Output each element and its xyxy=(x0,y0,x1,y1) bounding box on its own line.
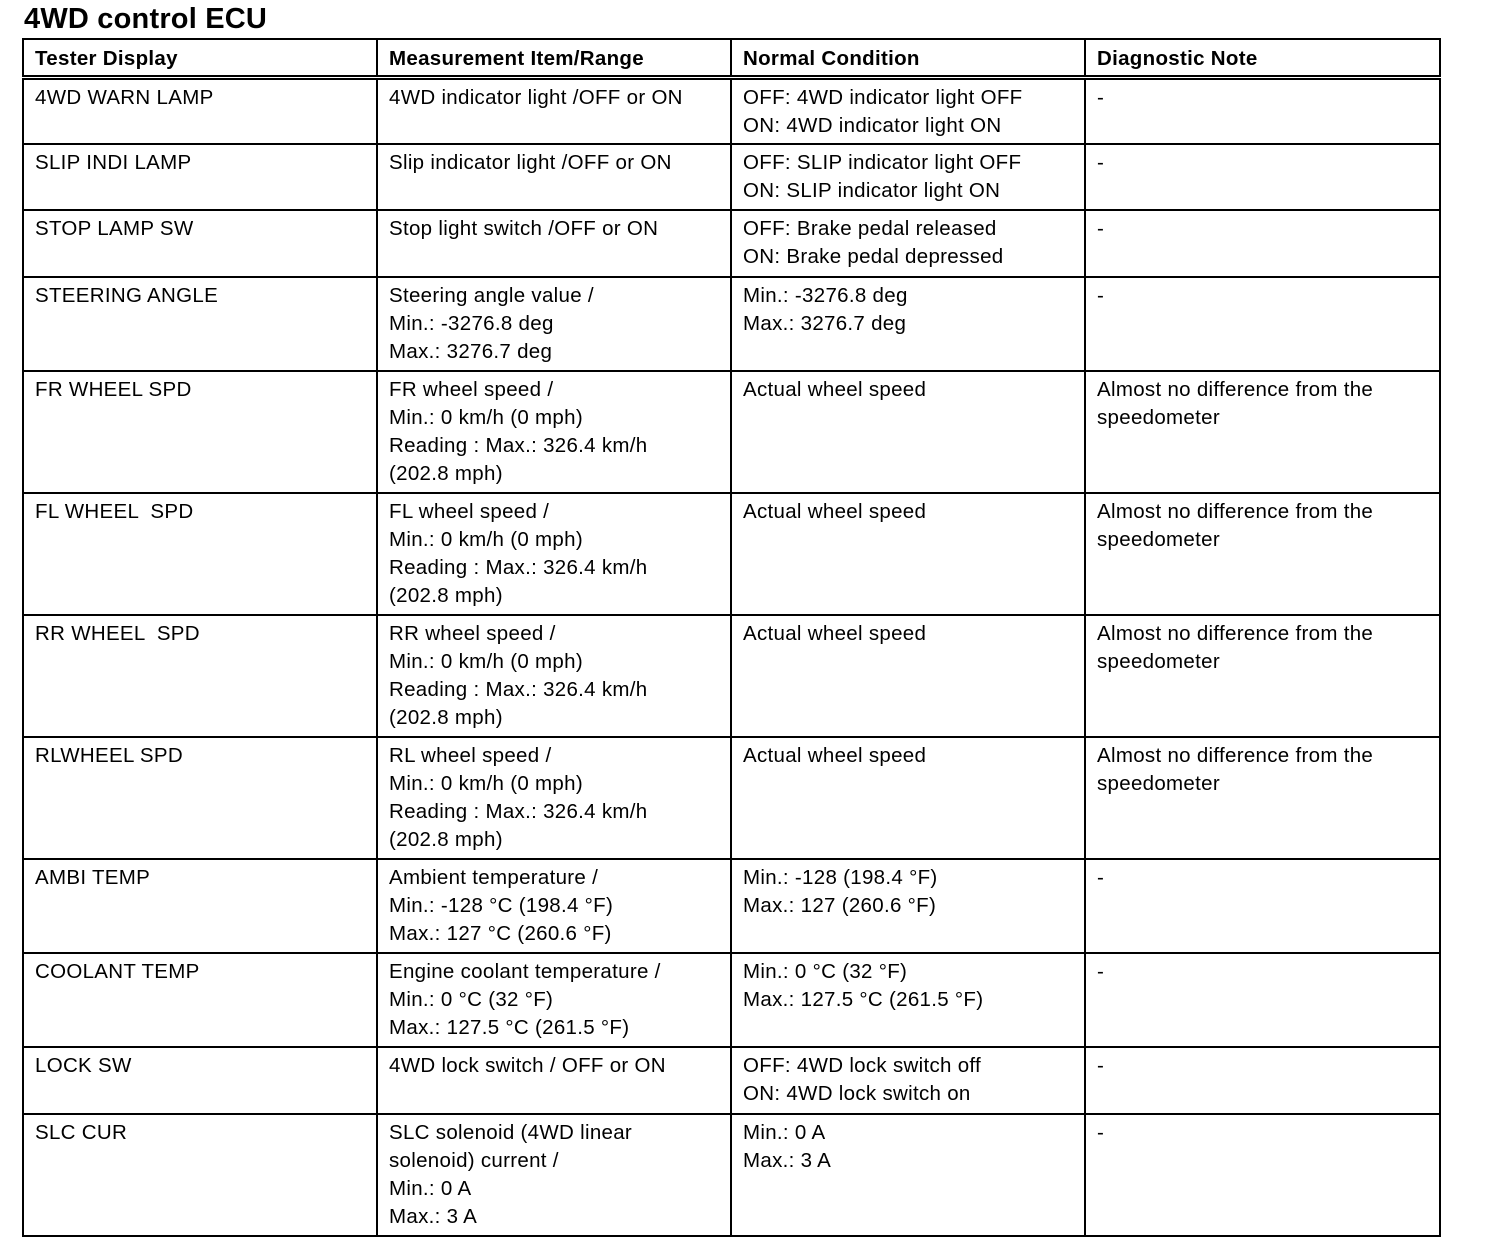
measurement-cell xyxy=(377,77,731,144)
normal-condition-cell xyxy=(731,1047,1085,1114)
cell-text-line: Min.: -3276.8 deg xyxy=(389,312,554,335)
table-row xyxy=(23,737,1440,859)
diagnostic-note-cell xyxy=(1085,77,1440,144)
measurement-cell xyxy=(377,210,731,277)
tester-display-cell xyxy=(23,1114,377,1236)
cell-text-line: Ambient temperature / xyxy=(389,866,599,889)
normal-condition-cell xyxy=(731,144,1085,210)
cell-text-line: solenoid) current / xyxy=(389,1149,559,1172)
cell-text-line: - xyxy=(1097,284,1105,307)
normal-condition-cell xyxy=(731,859,1085,953)
cell-text-line: SLC solenoid (4WD linear xyxy=(389,1121,633,1144)
normal-condition-cell xyxy=(731,615,1085,737)
normal-condition-cell xyxy=(731,953,1085,1047)
cell-text-line: Actual wheel speed xyxy=(743,378,927,401)
cell-text-line: RL wheel speed / xyxy=(389,744,552,767)
cell-text-line: Actual wheel speed xyxy=(743,622,927,645)
diagnostic-note-cell xyxy=(1085,144,1440,210)
diagnostic-note-cell xyxy=(1085,277,1440,371)
diagnostic-note-cell xyxy=(1085,493,1440,615)
tester-display-cell xyxy=(23,277,377,371)
cell-text-line: Actual wheel speed xyxy=(743,500,927,523)
table-row xyxy=(23,953,1440,1047)
cell-text-line: Min.: 0 km/h (0 mph) xyxy=(389,650,583,673)
diagnostic-note-cell xyxy=(1085,859,1440,953)
tester-display-cell xyxy=(23,615,377,737)
cell-text-line: OFF: 4WD lock switch off xyxy=(743,1054,982,1077)
measurement-cell xyxy=(377,277,731,371)
tester-display-cell xyxy=(23,737,377,859)
table-row xyxy=(23,493,1440,615)
table-row xyxy=(23,1047,1440,1114)
cell-text-line: STEERING ANGLE xyxy=(35,284,219,307)
cell-text-line: Min.: 0 °C (32 °F) xyxy=(743,960,908,983)
cell-text-line: Min.: 0 km/h (0 mph) xyxy=(389,406,583,429)
cell-text-line: OFF: SLIP indicator light OFF xyxy=(743,151,1022,174)
cell-text-line: Min.: 0 °C (32 °F) xyxy=(389,988,554,1011)
cell-text-line: Max.: 3276.7 deg xyxy=(389,340,553,363)
cell-text-line: Max.: 127.5 °C (261.5 °F) xyxy=(743,988,984,1011)
table-row xyxy=(23,859,1440,953)
normal-condition-cell xyxy=(731,493,1085,615)
cell-text-line: Almost no difference from the xyxy=(1097,622,1374,645)
cell-text-line: Slip indicator light /OFF or ON xyxy=(389,151,672,174)
cell-text-line: Min.: -128 (198.4 °F) xyxy=(743,866,938,889)
cell-text-line: FR WHEEL SPD xyxy=(35,378,192,401)
table-row xyxy=(23,210,1440,277)
measurement-cell xyxy=(377,1047,731,1114)
tester-display-cell xyxy=(23,953,377,1047)
diagnostic-note-cell xyxy=(1085,1114,1440,1236)
cell-text-line: RR WHEEL SPD xyxy=(35,622,200,645)
cell-text-line: - xyxy=(1097,1121,1105,1144)
tester-display-cell xyxy=(23,371,377,493)
cell-text-line: ON: 4WD indicator light ON xyxy=(743,113,1002,137)
measurement-cell xyxy=(377,371,731,493)
tester-display-cell xyxy=(23,493,377,615)
cell-text-line: speedometer xyxy=(1097,772,1220,795)
cell-text-line: Max.: 127 °C (260.6 °F) xyxy=(389,922,612,945)
diagnostic-note-cell xyxy=(1085,371,1440,493)
cell-text-line: Steering angle value / xyxy=(389,284,594,307)
cell-text-line: speedometer xyxy=(1097,406,1220,429)
cell-text-line: Max.: 3 A xyxy=(389,1205,478,1228)
normal-condition-cell xyxy=(731,277,1085,371)
cell-text-line: - xyxy=(1097,960,1105,983)
table-row xyxy=(23,144,1440,210)
diagnostic-note-cell xyxy=(1085,737,1440,859)
header-diagnostic-note: Diagnostic Note xyxy=(1085,39,1440,77)
cell-text-line: Stop light switch /OFF or ON xyxy=(389,217,659,240)
cell-text-line: speedometer xyxy=(1097,528,1220,551)
cell-text-line: STOP LAMP SW xyxy=(35,217,194,240)
cell-text-line: Actual wheel speed xyxy=(743,744,927,767)
table-row xyxy=(23,615,1440,737)
diagnostic-note-cell xyxy=(1085,210,1440,277)
cell-text-line: Min.: -128 °C (198.4 °F) xyxy=(389,894,614,917)
cell-text-line: Min.: 0 A xyxy=(389,1177,472,1200)
cell-text-line: (202.8 mph) xyxy=(389,462,503,485)
cell-text-line: RR wheel speed / xyxy=(389,622,556,645)
cell-text-line: Max.: 127 (260.6 °F) xyxy=(743,894,937,917)
normal-condition-cell xyxy=(731,1114,1085,1236)
cell-text-line: - xyxy=(1097,85,1105,109)
cell-text-line: (202.8 mph) xyxy=(389,706,503,729)
header-row xyxy=(23,39,1440,77)
measurement-cell xyxy=(377,493,731,615)
measurement-cell xyxy=(377,615,731,737)
diagnostic-note-cell xyxy=(1085,615,1440,737)
cell-text-line: - xyxy=(1097,151,1105,174)
cell-text-line: Reading : Max.: 326.4 km/h xyxy=(389,434,648,457)
normal-condition-cell xyxy=(731,210,1085,277)
tester-display-cell xyxy=(23,77,377,144)
cell-text-line: Min.: 0 km/h (0 mph) xyxy=(389,772,583,795)
cell-text-line: LOCK SW xyxy=(35,1054,132,1077)
cell-text-line: Min.: -3276.8 deg xyxy=(743,284,908,307)
cell-text-line: Almost no difference from the xyxy=(1097,500,1374,523)
cell-text-line: ON: SLIP indicator light ON xyxy=(743,179,1001,202)
cell-text-line: speedometer xyxy=(1097,650,1220,673)
cell-text-line: FL wheel speed / xyxy=(389,500,550,523)
cell-text-line: SLC CUR xyxy=(35,1121,128,1144)
table-row xyxy=(23,371,1440,493)
header-tester-display: Tester Display xyxy=(23,39,377,77)
header-measurement-item: Measurement Item/Range xyxy=(377,39,731,77)
cell-text-line: Almost no difference from the xyxy=(1097,378,1374,401)
measurement-cell xyxy=(377,1114,731,1236)
header-normal-condition: Normal Condition xyxy=(731,39,1085,77)
cell-text-line: Almost no difference from the xyxy=(1097,744,1374,767)
cell-text-line: Reading : Max.: 326.4 km/h xyxy=(389,800,648,823)
cell-text-line: - xyxy=(1097,217,1105,240)
tester-display-cell xyxy=(23,859,377,953)
cell-text-line: SLIP INDI LAMP xyxy=(35,151,192,174)
normal-condition-cell xyxy=(731,77,1085,144)
cell-text-line: 4WD lock switch / OFF or ON xyxy=(389,1054,666,1077)
cell-text-line: - xyxy=(1097,1054,1105,1077)
cell-text-line: COOLANT TEMP xyxy=(35,960,200,983)
table-row xyxy=(23,77,1440,144)
cell-text-line: RLWHEEL SPD xyxy=(35,744,183,767)
cell-text-line: Reading : Max.: 326.4 km/h xyxy=(389,678,648,701)
cell-text-line: 4WD indicator light /OFF or ON xyxy=(389,85,683,109)
cell-text-line: Min.: 0 A xyxy=(743,1121,826,1144)
measurement-cell xyxy=(377,737,731,859)
cell-text-line: Max.: 3276.7 deg xyxy=(743,312,907,335)
table-body xyxy=(23,77,1440,1236)
tester-display-cell xyxy=(23,210,377,277)
diagnostic-note-cell xyxy=(1085,1047,1440,1114)
table-row xyxy=(23,1114,1440,1236)
tester-display-cell xyxy=(23,1047,377,1114)
cell-text-line: Min.: 0 km/h (0 mph) xyxy=(389,528,583,551)
cell-text-line: Max.: 3 A xyxy=(743,1149,832,1172)
measurement-cell xyxy=(377,144,731,210)
cell-text-line: (202.8 mph) xyxy=(389,828,503,851)
cell-text-line: FL WHEEL SPD xyxy=(35,500,194,523)
data-list-table xyxy=(22,38,1441,1237)
measurement-cell xyxy=(377,953,731,1047)
normal-condition-cell xyxy=(731,737,1085,859)
cell-text-line: 4WD WARN LAMP xyxy=(35,85,214,109)
cell-text-line: Reading : Max.: 326.4 km/h xyxy=(389,556,648,579)
document-title: 4WD control ECU xyxy=(24,3,268,35)
cell-text-line: FR wheel speed / xyxy=(389,378,554,401)
cell-text-line: - xyxy=(1097,866,1105,889)
cell-text-line: Engine coolant temperature / xyxy=(389,960,661,983)
normal-condition-cell xyxy=(731,371,1085,493)
cell-text-line: ON: 4WD lock switch on xyxy=(743,1082,971,1105)
cell-text-line: AMBI TEMP xyxy=(35,866,151,889)
measurement-cell xyxy=(377,859,731,953)
table-row xyxy=(23,277,1440,371)
cell-text-line: OFF: Brake pedal released xyxy=(743,217,997,240)
cell-text-line: Max.: 127.5 °C (261.5 °F) xyxy=(389,1016,630,1039)
cell-text-line: ON: Brake pedal depressed xyxy=(743,245,1004,268)
cell-text-line: OFF: 4WD indicator light OFF xyxy=(743,85,1023,109)
cell-text-line: (202.8 mph) xyxy=(389,584,503,607)
diagnostic-note-cell xyxy=(1085,953,1440,1047)
tester-display-cell xyxy=(23,144,377,210)
